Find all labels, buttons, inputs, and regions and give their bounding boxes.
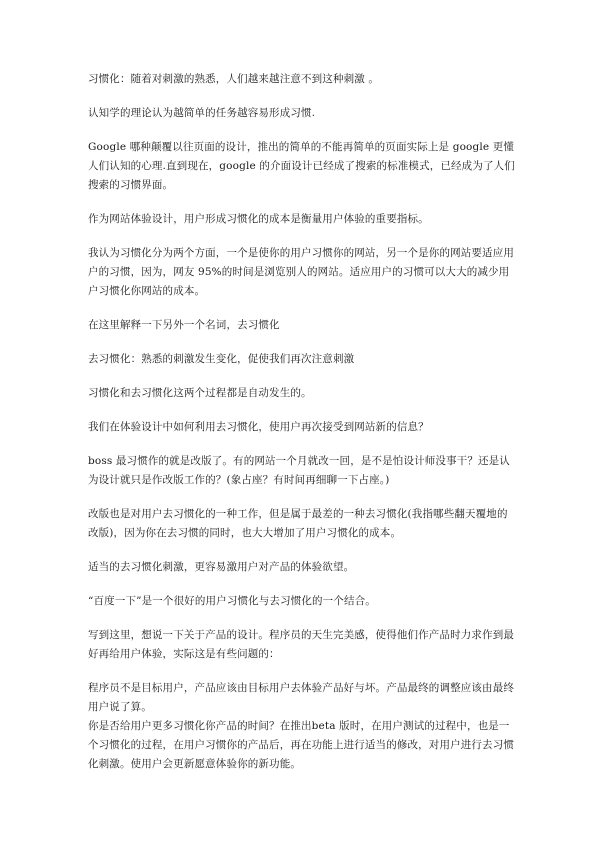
paragraph-question: 我们在体验设计中如何利用去习惯化，使用户再次接受到网站新的信息？ <box>88 421 429 433</box>
paragraph-cognitive-theory: 认知学的理论认为越简单的任务越容易形成习惯. <box>88 107 316 119</box>
paragraph-ux-cost: 作为网站体验设计，用户形成习惯化的成本是衡量用户体验的重要指标。 <box>88 213 429 225</box>
paragraph-habituation-definition: 习惯化：随着对刺激的熟悉，人们越来越注意不到这种刺激 。 <box>88 73 380 85</box>
paragraph-boss-redesign: boss 最习惯作的就是改版了。有的网站一个月就改一回，是不是怕设计师没事干？还是认为设计就只是作改版工作的？(象占座？有时间再细聊一下占座。) <box>88 455 510 486</box>
paragraph-appropriate-stimulus: 适当的去习惯化刺激，更容易激用户对产品的体验欲望。 <box>88 561 355 573</box>
paragraph-explain-term: 在这里解释一下另外一个名词，去习惯化 <box>88 319 280 331</box>
paragraph-two-aspects: 我认为习惯化分为两个方面，一个是使你的用户习惯你的网站，另一个是你的网站要适应用户的习惯，因为，网友 95%的时间是浏览别人的网站。适应用户的习惯可以大大的减少用户习惯化你网站的成本。 <box>88 247 514 297</box>
paragraph-baidu-example: “百度一下”是一个很好的用户习惯化与去习惯化的一个结合。 <box>88 595 376 607</box>
paragraph-google-design: Google 哪种颠覆以往页面的设计，推出的简单的不能再简单的页面实际上是 google 更懂人们认知的心理.直到现在，google 的介面设计已经成了搜索的标准模式，已经成为了人们搜索的习惯界面。 <box>88 141 515 191</box>
paragraph-automatic-process: 习惯化和去习惯化这两个过程都是自动发生的。 <box>88 387 312 399</box>
paragraph-redesign-cost: 改版也是对用户去习惯化的一种工作，但是属于最差的一种去习惯化(我指哪些翻天覆地的改版)，因为你在去习惯的同时，也大大增加了用户习惯化的成本。 <box>88 508 508 539</box>
paragraph-dishabituation-definition: 去习惯化：熟悉的刺激发生变化，促使我们再次注意刺激 <box>88 353 355 365</box>
paragraph-product-design: 写到这里，想说一下关于产品的设计。程序员的天生完美感，使得他们作产品时力求作到最好再给用户体验，实际这是有些问题的： <box>88 629 514 660</box>
paragraph-beta-habituation: 你是否给用户更多习惯化你产品的时间？在推出beta 版时，在用户测试的过程中，也是一个习惯化的过程，在用户习惯你的产品后，再在功能上进行适当的修改，对用户进行去习惯化刺激。使用户会更新愿意体验你的新功能。 <box>88 720 514 770</box>
paragraph-target-users: 程序员不是目标用户，产品应该由目标用户去体验产品好与坏。产品最终的调整应该由最终用户说了算。 <box>88 682 514 713</box>
document-page <box>88 70 518 789</box>
